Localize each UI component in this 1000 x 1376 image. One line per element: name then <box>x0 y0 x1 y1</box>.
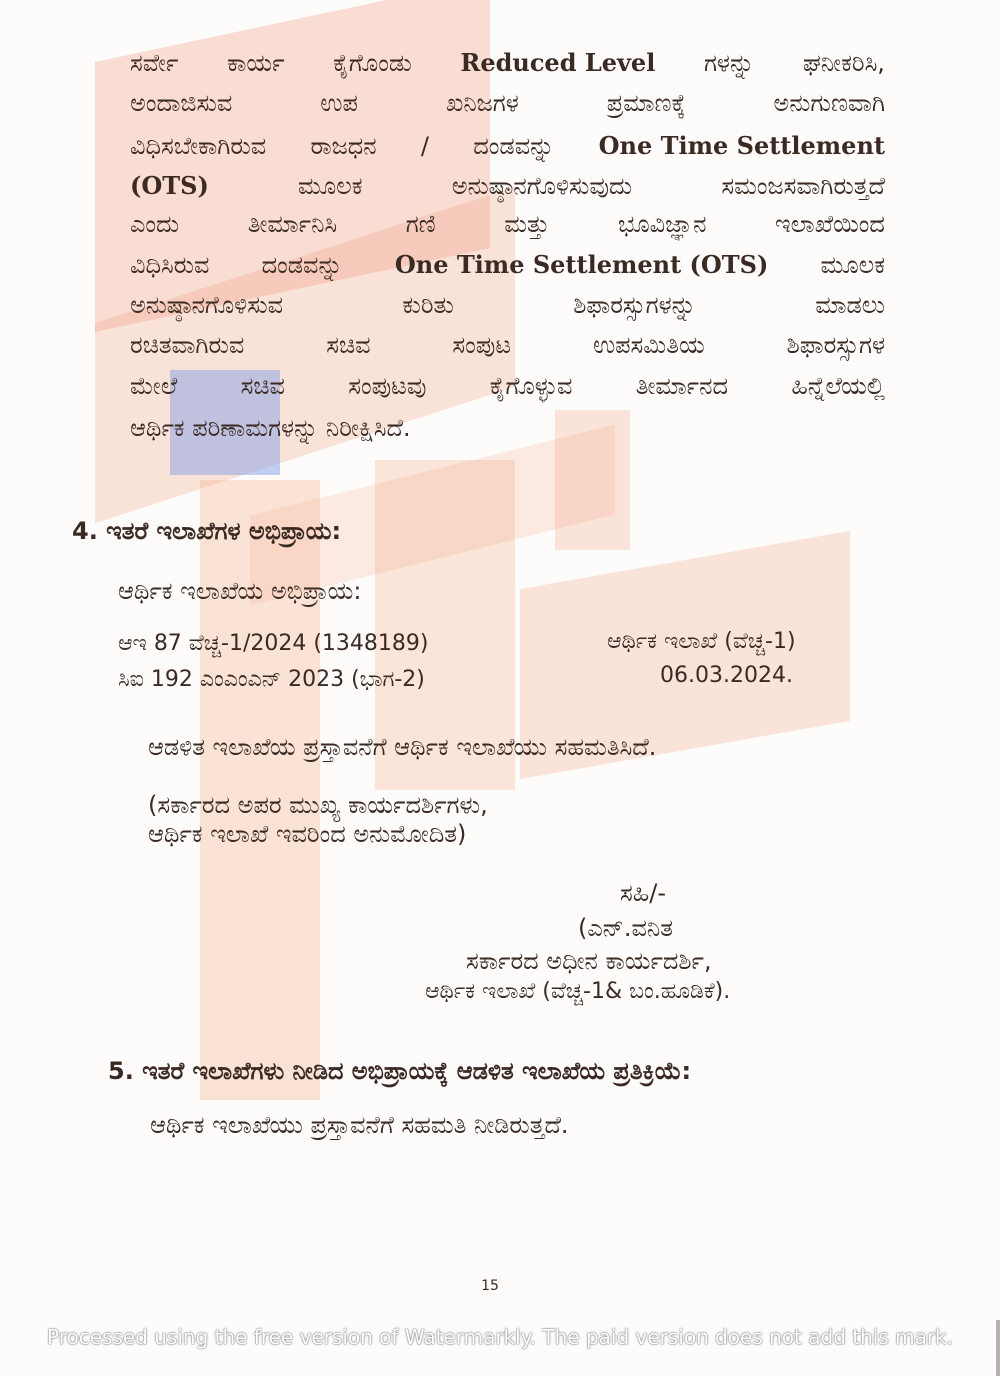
reference-number-2: ಸಿಐ 192 ಎಂಎಂಎನ್ 2023 (ಭಾಗ-2) <box>118 667 425 692</box>
word: ಮಾಡಲು <box>815 291 885 319</box>
word: ಮೂಲಕ <box>298 172 363 200</box>
issuing-department: ಆರ್ಥಿಕ ಇಲಾಖೆ (ವೆಚ್ಚ-1) <box>607 629 796 654</box>
word: ಮೂಲಕ <box>820 251 885 279</box>
approval-line-2: ಆರ್ಥಿಕ ಇಲಾಖೆ ಇವರಿಂದ ಅನುಮೋದಿತ) <box>148 820 467 848</box>
word: ಇಲಾಖೆಯಿಂದ <box>774 210 885 238</box>
section-4-heading: 4. ಇತರೆ ಇಲಾಖೆಗಳ ಅಭಿಪ್ರಾಯ: <box>72 517 342 545</box>
section-4-subheading: ಆರ್ಥಿಕ ಇಲಾಖೆಯ ಅಭಿಪ್ರಾಯ: <box>118 577 362 605</box>
word: ಶಿಫಾರಸ್ಸುಗಳ <box>786 331 885 359</box>
paragraph-line <box>130 129 885 163</box>
word: ಸಚಿವ <box>240 372 285 400</box>
word: ಭೂವಿಜ್ಞಾನ <box>617 210 707 238</box>
issue-date: 06.03.2024. <box>660 663 793 688</box>
word: ಅನುಷ್ಠಾನಗೊಳಿಸುವುದು <box>451 172 633 200</box>
word: ಕುರಿತು <box>402 291 454 319</box>
word: ರಾಜಧನ <box>310 132 377 160</box>
word: ಅಂದಾಜಿಸುವ <box>130 89 233 117</box>
paragraph-last-line: ಆರ್ಥಿಕ ಪರಿಣಾಮಗಳನ್ನು ನಿರೀಕ್ಷಿಸಿದೆ. <box>130 414 411 442</box>
section-5-heading: 5. ಇತರೆ ಇಲಾಖೆಗಳು ನೀಡಿದ ಅಭಿಪ್ರಾಯಕ್ಕೆ ಆಡಳಿತ ಇಲಾಖೆಯ ಪ್ರತಿಕ್ರಿಯೆ: <box>108 1057 692 1085</box>
signatory-name: (ಎನ್.ವನಿತ <box>578 914 673 942</box>
word: ಎಂದು <box>130 210 180 238</box>
word: ಕೈಗೊಳ್ಳುವ <box>489 372 573 400</box>
word: (OTS) <box>130 171 209 200</box>
word: Reduced Level <box>460 48 656 77</box>
signature-mark: ಸಹಿ/- <box>620 879 666 907</box>
word: ದಂಡವನ್ನು <box>261 251 343 279</box>
word: ಶಿಫಾರಸ್ಸುಗಳನ್ನು <box>573 291 696 319</box>
word: ಹಿನ್ನೆಲೆಯಲ್ಲಿ <box>791 372 885 400</box>
word: ತೀರ್ಮಾನಿಸಿ <box>247 210 338 238</box>
word: ತೀರ್ಮಾನದ <box>635 372 728 400</box>
word: ಅನುಷ್ಠಾನಗೊಳಿಸುವ <box>130 291 284 319</box>
approval-line-1: (ಸರ್ಕಾರದ ಅಪರ ಮುಖ್ಯ ಕಾರ್ಯದರ್ಶಿಗಳು, <box>148 791 488 819</box>
word: One Time Settlement <box>598 131 885 160</box>
word: One Time Settlement (OTS) <box>394 250 769 279</box>
word: ವಿಧಿಸಬೇಕಾಗಿರುವ <box>130 132 267 160</box>
word: ಮೇಲೆ <box>130 372 178 400</box>
signatory-designation: ಸರ್ಕಾರದ ಅಧೀನ ಕಾರ್ಯದರ್ಶಿ, <box>466 947 712 975</box>
word: ಸಂಪುಟವು <box>348 372 427 400</box>
finance-opinion: ಆಡಳಿತ ಇಲಾಖೆಯ ಪ್ರಸ್ತಾವನೆಗೆ ಆರ್ಥಿಕ ಇಲಾಖೆಯು ಸಹಮತಿಸಿದೆ. <box>148 733 657 761</box>
page-number: 15 <box>481 1278 499 1294</box>
reference-number-1: ಆಇ 87 ವೆಚ್ಚ-1/2024 (1348189) <box>118 631 429 656</box>
word: ಉಪಸಮಿತಿಯ <box>592 331 705 359</box>
word: ಪ್ರಮಾಣಕ್ಕೆ <box>606 89 686 117</box>
word: ಮತ್ತು <box>504 210 550 238</box>
word: ಸರ್ವೇ <box>130 49 179 77</box>
word: ಸಂಪುಟ <box>452 331 512 359</box>
word: ಕೈಗೊಂಡು <box>333 49 412 77</box>
word: ರಚಿತವಾಗಿರುವ <box>130 331 245 359</box>
paragraph-line <box>130 248 885 282</box>
paragraph-line <box>130 328 885 362</box>
word: ಘನೀಕರಿಸಿ, <box>802 49 885 77</box>
word: ಗಳನ್ನು <box>703 49 755 77</box>
signatory-department: ಆರ್ಥಿಕ ಇಲಾಖೆ (ವೆಚ್ಚ-1& ಬಂ.ಹೂಡಿಕೆ). <box>425 979 731 1004</box>
word: ಸಮಂಜಸವಾಗಿರುತ್ತದೆ <box>721 172 885 200</box>
paragraph-line <box>130 369 885 403</box>
word: ಅನುಗುಣವಾಗಿ <box>773 89 885 117</box>
paragraph-line <box>130 86 885 120</box>
paragraph-line <box>130 288 885 322</box>
word: ಕಾರ್ಯ <box>227 49 285 77</box>
paragraph-line <box>130 169 885 203</box>
word: / <box>420 132 429 160</box>
word: ದಂಡವನ್ನು <box>473 132 555 160</box>
word: ವಿಧಿಸಿರುವ <box>130 251 210 279</box>
section-5-response: ಆರ್ಥಿಕ ಇಲಾಖೆಯು ಪ್ರಸ್ತಾವನೆಗೆ ಸಹಮತಿ ನೀಡಿರುತ್ತದೆ. <box>150 1111 569 1139</box>
paragraph-line <box>130 207 885 241</box>
word: ಗಣಿ <box>405 210 436 238</box>
word: ಖನಿಜಗಳ <box>445 89 519 117</box>
scan-edge <box>996 1320 1000 1376</box>
word: ಸಚಿವ <box>326 331 371 359</box>
paragraph-line <box>130 46 885 80</box>
background-shape <box>555 410 630 550</box>
word: ಉಪ <box>320 89 358 117</box>
watermark-text: Processed using the free version of Watermarkly. The paid version does not add this mark. <box>47 1325 953 1349</box>
